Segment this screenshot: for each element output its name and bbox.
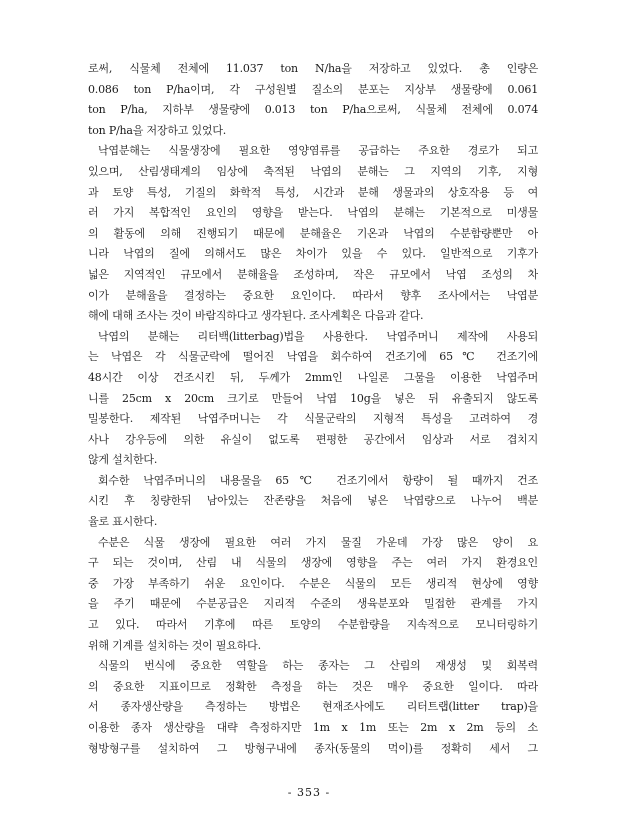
- text-line: 위해 기계를 설치하는 것이 필요하다.: [88, 638, 261, 652]
- document-body: [88, 59, 538, 759]
- text-line: 니를 25cm x 20cm 크기로 만들어 낙엽 10g을 넣은 뒤 유출되지 않도록: [88, 391, 538, 405]
- text-line: 는 낙엽은 각 식물군락에 떨어진 낙엽을 회수하여 건조기에 65℃ 건조기에: [88, 350, 538, 364]
- text-line: 있으며, 산림생태계의 임상에 축적된 낙엽의 분해는 그 지역의 기후, 지형: [88, 164, 538, 178]
- page-number: - 353 -: [287, 786, 331, 799]
- text-line: 않게 설치한다.: [88, 453, 158, 467]
- text-line: 구 되는 것이며, 산림 내 식물의 생장에 영향을 주는 여러 가지 환경요인: [88, 556, 538, 570]
- text-line: 낙엽의 분해는 리터백(litterbag)법을 사용한다. 낙엽주머니 제작에 사용되: [98, 329, 538, 343]
- text-line: 회수한 낙엽주머니의 내용물을 65℃ 건조기에서 항량이 될 때까지 건조: [98, 473, 538, 487]
- text-line: 식물의 번식에 중요한 역할을 하는 종자는 그 산림의 재생성 및 회복력: [98, 659, 538, 673]
- paragraph: [88, 656, 538, 759]
- text-line: 밀봉한다. 제작된 낙엽주머니는 각 식물군락의 지형적 특성을 고려하여 경: [88, 412, 538, 426]
- text-line: 낙엽분해는 식물생장에 필요한 영양염류를 공급하는 주요한 경로가 되고: [98, 144, 538, 158]
- text-line: 니라 낙엽의 질에 의해서도 많은 차이가 있을 수 있다. 일반적으로 기후가: [88, 247, 538, 261]
- text-line: 중 가장 부족하기 쉬운 요인이다. 수분은 식물의 모든 생리적 현상에 영향: [88, 576, 538, 590]
- text-line: 고 있다. 따라서 기후에 따른 토양의 수분함량을 지속적으로 모니터링하기: [88, 618, 538, 632]
- text-line: 의 활동에 의해 진행되기 때문에 분해율은 기온과 낙엽의 수분함량뿐만 아: [88, 226, 538, 240]
- text-line: 과 토양 특성, 기질의 화학적 특성, 시간과 분해 생물과의 상호작용 등 여: [88, 185, 538, 199]
- paragraph: [88, 533, 538, 657]
- text-line: 서 종자생산량을 측정하는 방법은 현재조사에도 리터트랩(litter trap)을: [88, 700, 538, 714]
- text-line: 율로 표시한다.: [88, 515, 158, 529]
- text-line: 을 주기 때문에 수분공급은 지리적 수준의 생육분포와 밀접한 관계를 가지: [88, 597, 538, 611]
- text-line: 48시간 이상 건조시킨 뒤, 두께가 2mm인 나일론 그물을 이용한 낙엽주머: [88, 370, 538, 384]
- text-line: ton P/ha을 저장하고 있었다.: [88, 123, 227, 137]
- text-line: 시킨 후 칭량한뒤 남아있는 잔존량을 처음에 넣은 낙엽량으로 나누어 백분: [88, 494, 538, 508]
- paragraph: [88, 471, 538, 533]
- text-line: 러 가지 복합적인 요인의 영향을 받는다. 낙엽의 분해는 기본적으로 미생물: [88, 206, 538, 220]
- text-line: 형방형구를 설치하여 그 방형구내에 종자(동물의 먹이)를 정확히 세서 그: [88, 741, 538, 755]
- text-line: ton P/ha, 지하부 생물량에 0.013 ton P/ha으로써, 식물체 전체에 0.074: [88, 103, 538, 117]
- paragraph: [88, 59, 538, 141]
- paragraph: [88, 327, 538, 471]
- text-line: 넓은 지역적인 규모에서 분해율을 조성하며, 작은 규모에서 낙엽 조성의 차: [88, 267, 538, 281]
- text-line: 사나 강우등에 의한 유실이 없도록 편평한 공간에서 임상과 서로 겹치지: [88, 432, 538, 446]
- text-line: 의 중요한 지표이므로 정확한 측정을 하는 것은 매우 중요한 일이다. 따라: [88, 679, 538, 693]
- text-line: 이가 분해율을 결정하는 중요한 요인이다. 따라서 향후 조사에서는 낙엽분: [88, 288, 538, 302]
- text-line: 로써, 식물체 전체에 11.037 ton N/ha을 저장하고 있었다. 총 인량은: [88, 62, 538, 75]
- text-line: 해에 대해 조사는 것이 바람직하다고 생각된다. 조사계획은 다음과 같다.: [88, 309, 424, 323]
- paragraph: [88, 141, 538, 326]
- text-line: 이용한 종자 생산량을 대략 측정하지만 1m x 1m 또는 2m x 2m 등의 소: [88, 721, 538, 734]
- text-line: 0.086 ton P/ha이며, 각 구성원별 질소의 분포는 지상부 생물량에 0.061: [88, 82, 538, 96]
- text-line: 수분은 식물 생장에 필요한 여러 가지 물질 가운데 가장 많은 양이 요: [98, 535, 538, 549]
